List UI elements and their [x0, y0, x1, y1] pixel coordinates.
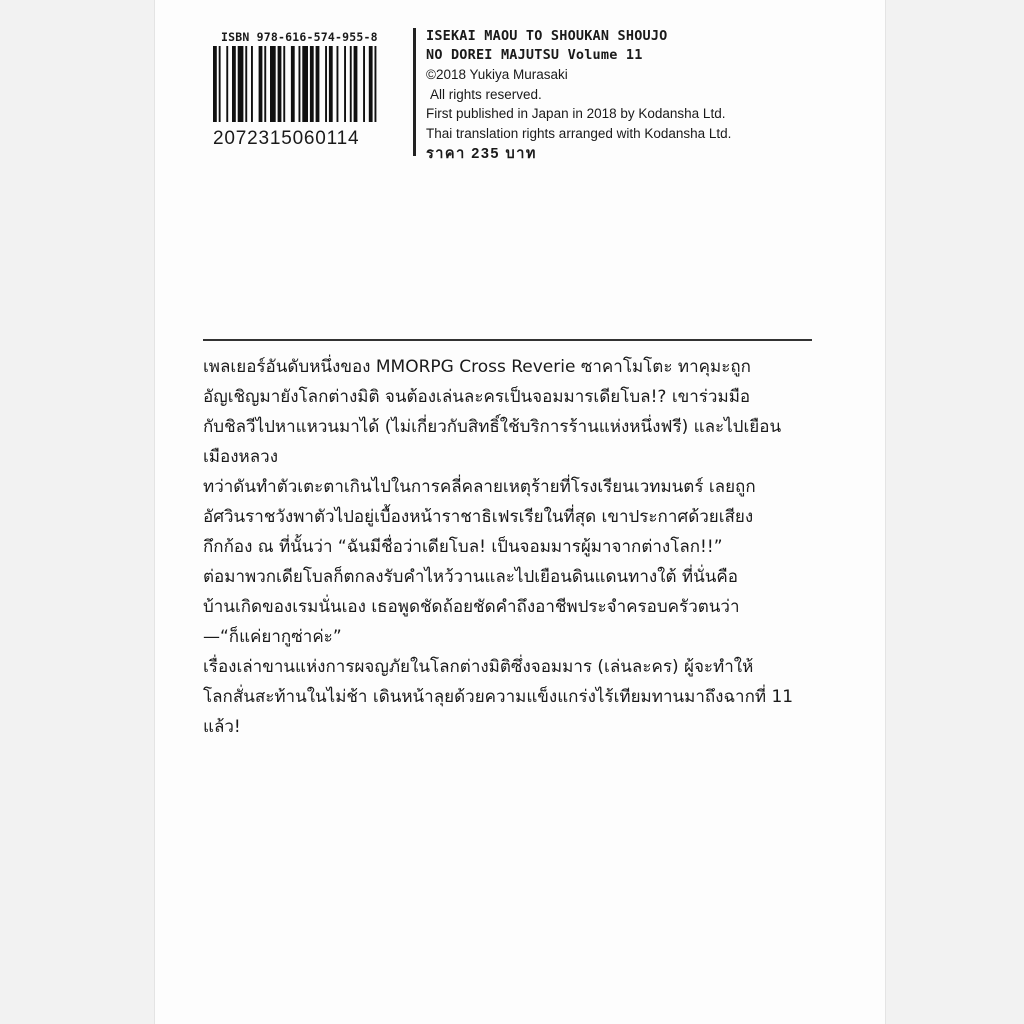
barcode-bar: [337, 46, 339, 122]
barcode-bar: [375, 46, 377, 122]
barcode-bar: [232, 46, 236, 122]
barcode-bar: [369, 46, 373, 122]
translation-rights-line: Thai translation rights arranged with Kodansha Ltd.: [426, 125, 732, 141]
barcode-bar: [354, 46, 358, 122]
barcode-bar: [213, 46, 217, 122]
synopsis-line: กึกก้อง ณ ที่นั้นว่า “ฉันมีชื่อว่าเดียโบล! เป็นจอมมารผู้มาจากต่างโลก!!”: [203, 537, 723, 557]
synopsis-line: บ้านเกิดของเรมนั่นเอง เธอพูดชัดถ้อยชัดคำถึงอาชีพประจำครอบครัวตนว่า: [203, 597, 740, 617]
price-label: ราคา 235 บาท: [426, 146, 537, 162]
barcode-bar: [245, 46, 247, 122]
horizontal-rule: [203, 339, 812, 341]
barcode-bar: [302, 46, 308, 122]
synopsis-line: เรื่องเล่าขานแห่งการผจญภัยในโลกต่างมิติซึ่งจอมมาร (เล่นละคร) ผู้จะทำให้: [203, 657, 754, 677]
isbn-barcode-block: [213, 26, 409, 156]
colophon: [426, 27, 826, 165]
synopsis-line: เพลเยอร์อันดับหนึ่งของ MMORPG Cross Reverie ซาคาโมโตะ ทาคุมะถูก: [203, 357, 751, 377]
barcode-bar: [325, 46, 327, 122]
synopsis-line: แล้ว!: [203, 717, 241, 737]
first-published-line: First published in Japan in 2018 by Kodansha Ltd.: [426, 106, 726, 121]
barcode-bar: [283, 46, 285, 122]
barcode-bar: [291, 46, 295, 122]
colophon-divider: [413, 28, 416, 156]
barcode-bar: [350, 46, 352, 122]
barcode-bar: [344, 46, 346, 122]
barcode-bar: [278, 46, 282, 122]
barcode-bar: [310, 46, 314, 122]
synopsis-line: เมืองหลวง: [203, 447, 278, 467]
barcode-bar: [219, 46, 221, 122]
synopsis-line: โลกสั่นสะท้านในไม่ช้า เดินหน้าลุยด้วยความแข็งแกร่งไร้เทียมทานมาถึงฉากที่ 11: [203, 687, 794, 707]
barcode-bar: [329, 46, 333, 122]
barcode-bar: [264, 46, 266, 122]
barcode-bar: [270, 46, 276, 122]
synopsis-line: อัศวินราชวังพาตัวไปอยู่เบื้องหน้าราชาธิเฟรเรียในที่สุด เขาประกาศด้วยเสียง: [203, 507, 754, 527]
barcode-bar: [299, 46, 301, 122]
synopsis-line: —“ก็แค่ยากูซ่าค่ะ”: [203, 627, 342, 647]
series-title-line-2: NO DOREI MAJUTSU Volume 11: [426, 47, 643, 63]
synopsis-text: [203, 352, 823, 742]
barcode-image: [213, 46, 409, 122]
synopsis-line: กับชิลวีไปหาแหวนมาได้ (ไม่เกี่ยวกับสิทธิ์ใช้บริการร้านแห่งหนึ่งฟรี) และไปเยือน: [203, 417, 782, 437]
barcode-bar: [259, 46, 263, 122]
series-title-line-1: ISEKAI MAOU TO SHOUKAN SHOUJO: [426, 28, 668, 44]
barcode-bar: [226, 46, 228, 122]
barcode-bar: [363, 46, 365, 122]
copyright-line: ©2018 Yukiya Murasaki: [426, 67, 568, 82]
synopsis-line: ต่อมาพวกเดียโบลก็ตกลงรับคำไหว้วานและไปเยือนดินแดนทางใต้ ที่นั่นคือ: [203, 567, 738, 587]
rights-line: All rights reserved.: [430, 86, 542, 102]
barcode-bar: [238, 46, 244, 122]
isbn-text: ISBN 978-616-574-955-8: [221, 30, 378, 44]
synopsis-line: อัญเชิญมายังโลกต่างมิติ จนต้องเล่นละครเป็นจอมมารเดียโบล!? เขาร่วมมือ: [203, 387, 751, 407]
barcode-bar: [316, 46, 320, 122]
barcode-number: 2072315060114: [213, 128, 360, 149]
synopsis-line: ทว่าดันทำตัวเตะตาเกินไปในการคลี่คลายเหตุร้ายที่โรงเรียนเวทมนตร์ เลยถูก: [203, 477, 756, 497]
barcode-bar: [251, 46, 253, 122]
